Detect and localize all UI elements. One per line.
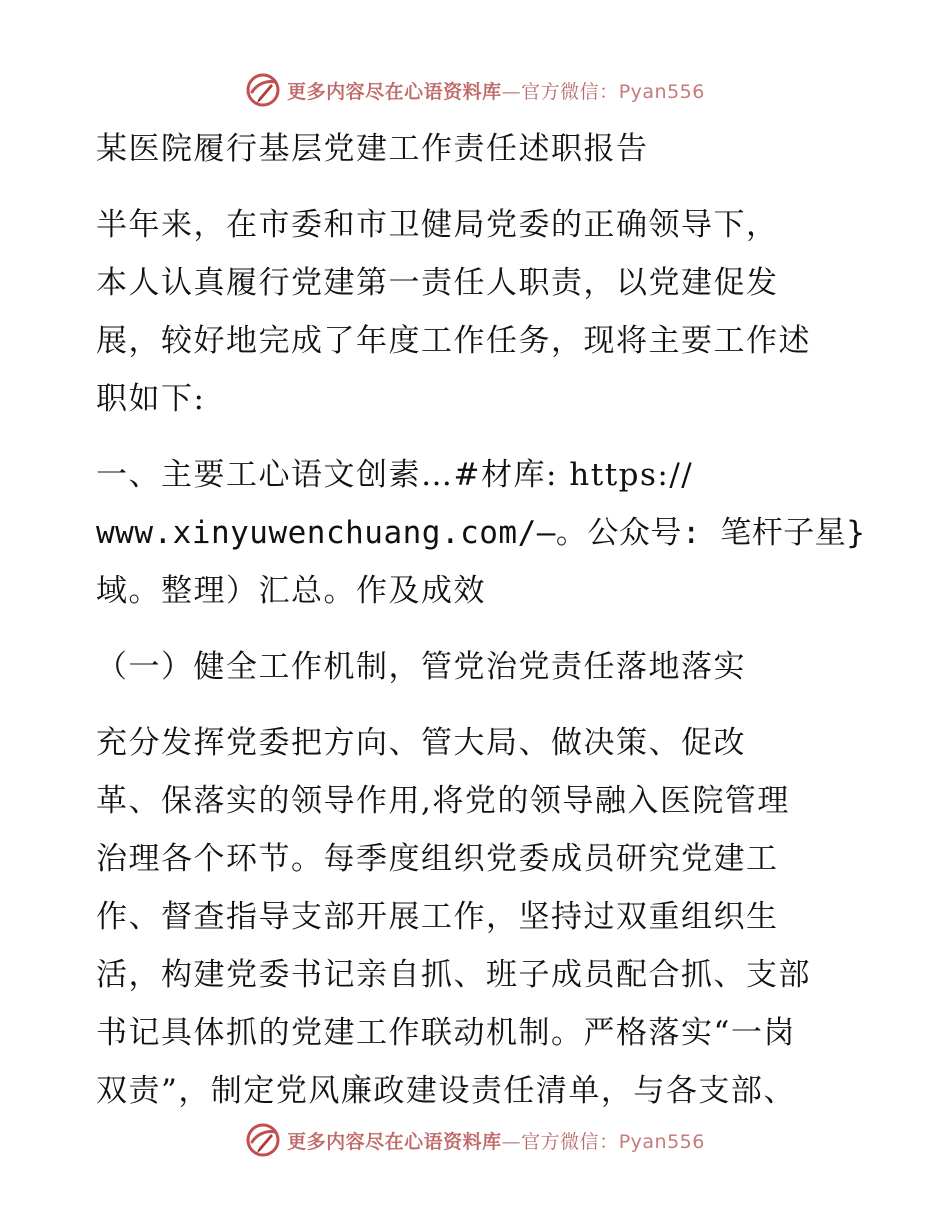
header-watermark-wechat-id: Pyan556 bbox=[618, 80, 705, 103]
pen-logo-icon bbox=[245, 1122, 281, 1158]
spacer bbox=[96, 428, 856, 446]
spacer bbox=[96, 696, 856, 714]
body-line: 作、督查指导支部开展工作，坚持过双重组织生 bbox=[96, 899, 779, 935]
subsection-heading: （一）健全工作机制，管党治党责任落地落实 bbox=[96, 649, 746, 685]
intro-line: 职如下: bbox=[96, 381, 206, 417]
footer-watermark-wechat-label: 官方微信： bbox=[521, 1130, 619, 1153]
section-heading-url-line: www.xinyuwenchuang.com/—。公众号: 笔杆子星} bbox=[96, 515, 866, 551]
footer-watermark-group bbox=[245, 1122, 705, 1158]
section-heading-line: 域。整理）汇总。作及成效 bbox=[96, 573, 486, 609]
body-line: 革、保落实的领导作用,将党的领导融入医院管理 bbox=[96, 783, 790, 819]
document-title: 某医院履行基层党建工作责任述职报告 bbox=[96, 131, 649, 167]
header-watermark-main: 更多内容尽在心语资料库 bbox=[287, 80, 502, 103]
body-line: 治理各个环节。每季度组织党委成员研究党建工 bbox=[96, 841, 779, 877]
header-watermark-group bbox=[245, 72, 705, 108]
section-heading-line: 一、主要工心语文创素…#材库: https:// bbox=[96, 457, 694, 493]
intro-line: 本人认真履行党建第一责任人职责，以党建促发 bbox=[96, 265, 779, 301]
pen-logo-icon bbox=[245, 72, 281, 108]
header-watermark-banner bbox=[0, 70, 950, 110]
body-line: 双责”，制定党风廉政建设责任清单，与各支部、 bbox=[96, 1073, 796, 1109]
header-watermark-text bbox=[287, 77, 705, 104]
body-line: 书记具体抓的党建工作联动机制。严格落实“一岗 bbox=[96, 1015, 796, 1051]
footer-watermark-wechat-id: Pyan556 bbox=[618, 1130, 705, 1153]
intro-line: 半年来，在市委和市卫健局党委的正确领导下， bbox=[96, 207, 779, 243]
spacer bbox=[96, 178, 856, 196]
footer-watermark-dash: — bbox=[501, 1130, 522, 1153]
body-line: 活，构建党委书记亲自抓、班子成员配合抓、支部 bbox=[96, 957, 811, 993]
intro-line: 展，较好地完成了年度工作任务，现将主要工作述 bbox=[96, 323, 811, 359]
header-watermark-dash: — bbox=[501, 80, 522, 103]
body-line: 充分发挥党委把方向、管大局、做决策、促改 bbox=[96, 725, 746, 761]
footer-watermark-text bbox=[287, 1127, 705, 1154]
document-body bbox=[96, 120, 866, 1120]
header-watermark-wechat-label: 官方微信： bbox=[521, 80, 619, 103]
footer-watermark-main: 更多内容尽在心语资料库 bbox=[287, 1130, 502, 1153]
spacer bbox=[96, 620, 856, 638]
footer-watermark-banner bbox=[0, 1120, 950, 1160]
